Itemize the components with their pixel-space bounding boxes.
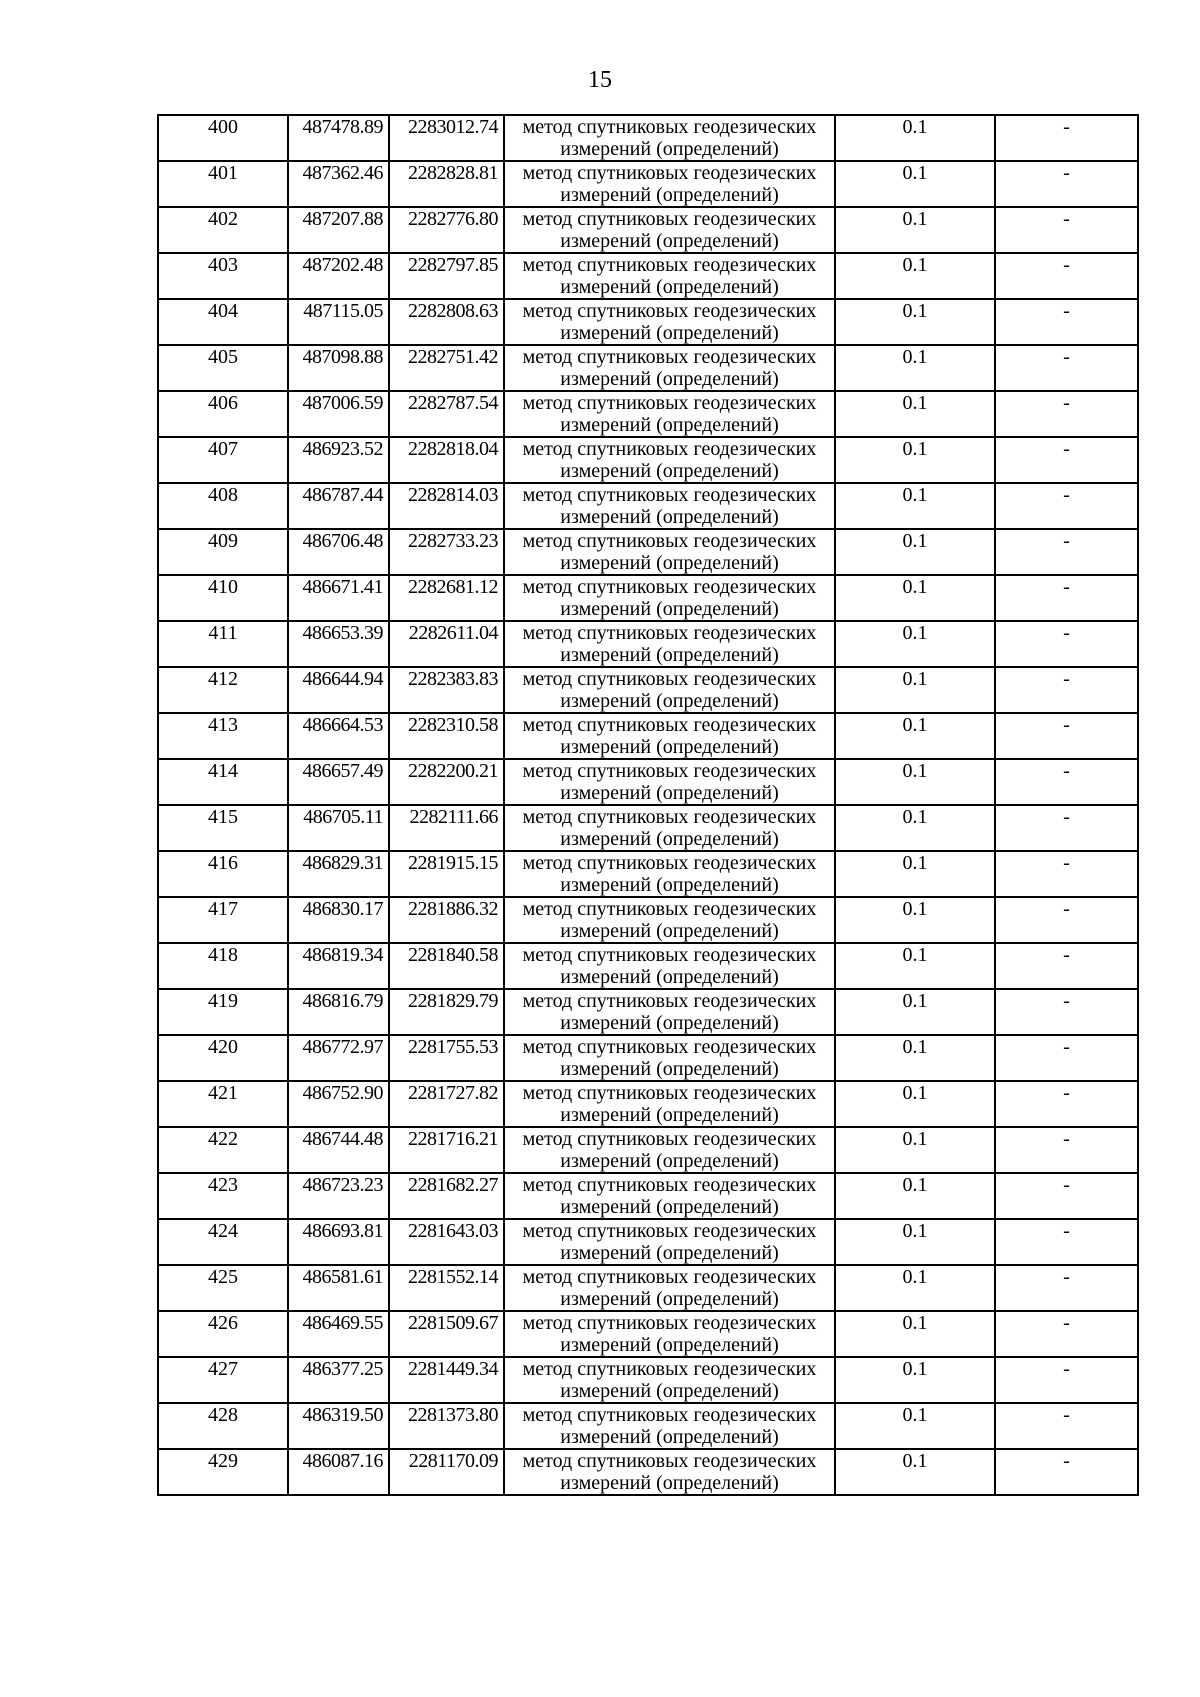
y-coordinate-cell: 2282818.04 [389,437,504,483]
x-coordinate-cell: 486087.16 [288,1449,389,1495]
accuracy-cell: 0.1 [835,437,995,483]
note-cell: - [995,207,1138,253]
x-coordinate-cell: 486581.61 [288,1265,389,1311]
page-number: 15 [588,67,612,93]
table-row [158,1449,1138,1495]
x-coordinate-cell: 486693.81 [288,1219,389,1265]
note-cell: - [995,1265,1138,1311]
point-number-cell: 422 [158,1127,288,1173]
x-coordinate-cell: 486830.17 [288,897,389,943]
point-number-cell: 406 [158,391,288,437]
method-cell: метод спутниковых геодезических измерений (определений) [504,1449,835,1495]
table-row [158,943,1138,989]
method-cell: метод спутниковых геодезических измерений (определений) [504,115,835,161]
note-cell: - [995,1357,1138,1403]
x-coordinate-cell: 486653.39 [288,621,389,667]
method-cell: метод спутниковых геодезических измерений (определений) [504,943,835,989]
method-cell: метод спутниковых геодезических измерений (определений) [504,575,835,621]
accuracy-cell: 0.1 [835,1449,995,1495]
coordinates-table [157,114,1139,1496]
point-number-cell: 410 [158,575,288,621]
x-coordinate-cell: 486706.48 [288,529,389,575]
accuracy-cell: 0.1 [835,1219,995,1265]
point-number-cell: 415 [158,805,288,851]
x-coordinate-cell: 486469.55 [288,1311,389,1357]
table-row [158,759,1138,805]
accuracy-cell: 0.1 [835,529,995,575]
point-number-cell: 409 [158,529,288,575]
note-cell: - [995,1403,1138,1449]
y-coordinate-cell: 2282751.42 [389,345,504,391]
point-number-cell: 416 [158,851,288,897]
accuracy-cell: 0.1 [835,575,995,621]
y-coordinate-cell: 2281170.09 [389,1449,504,1495]
accuracy-cell: 0.1 [835,1035,995,1081]
point-number-cell: 403 [158,253,288,299]
table-row [158,1403,1138,1449]
point-number-cell: 428 [158,1403,288,1449]
y-coordinate-cell: 2282611.04 [389,621,504,667]
table-row [158,207,1138,253]
coordinates-table-body [158,115,1138,1495]
method-cell: метод спутниковых геодезических измерений (определений) [504,1357,835,1403]
note-cell: - [995,115,1138,161]
note-cell: - [995,529,1138,575]
note-cell: - [995,1035,1138,1081]
table-row [158,437,1138,483]
note-cell: - [995,1219,1138,1265]
table-row [158,667,1138,713]
point-number-cell: 417 [158,897,288,943]
note-cell: - [995,299,1138,345]
accuracy-cell: 0.1 [835,1127,995,1173]
x-coordinate-cell: 487115.05 [288,299,389,345]
accuracy-cell: 0.1 [835,897,995,943]
point-number-cell: 424 [158,1219,288,1265]
method-cell: метод спутниковых геодезических измерений (определений) [504,1403,835,1449]
y-coordinate-cell: 2281915.15 [389,851,504,897]
accuracy-cell: 0.1 [835,391,995,437]
note-cell: - [995,345,1138,391]
x-coordinate-cell: 486664.53 [288,713,389,759]
method-cell: метод спутниковых геодезических измерений (определений) [504,667,835,713]
method-cell: метод спутниковых геодезических измерений (определений) [504,161,835,207]
table-row [158,1357,1138,1403]
x-coordinate-cell: 487478.89 [288,115,389,161]
method-cell: метод спутниковых геодезических измерений (определений) [504,391,835,437]
point-number-cell: 402 [158,207,288,253]
x-coordinate-cell: 487362.46 [288,161,389,207]
point-number-cell: 429 [158,1449,288,1495]
table-row [158,115,1138,161]
table-row [158,1081,1138,1127]
table-row [158,1035,1138,1081]
point-number-cell: 418 [158,943,288,989]
table-row [158,989,1138,1035]
table-row [158,621,1138,667]
accuracy-cell: 0.1 [835,1403,995,1449]
note-cell: - [995,161,1138,207]
table-row [158,529,1138,575]
point-number-cell: 414 [158,759,288,805]
y-coordinate-cell: 2281509.67 [389,1311,504,1357]
x-coordinate-cell: 486923.52 [288,437,389,483]
note-cell: - [995,851,1138,897]
point-number-cell: 412 [158,667,288,713]
x-coordinate-cell: 486816.79 [288,989,389,1035]
accuracy-cell: 0.1 [835,253,995,299]
x-coordinate-cell: 487207.88 [288,207,389,253]
method-cell: метод спутниковых геодезических измерений (определений) [504,759,835,805]
note-cell: - [995,805,1138,851]
accuracy-cell: 0.1 [835,805,995,851]
note-cell: - [995,1173,1138,1219]
y-coordinate-cell: 2281755.53 [389,1035,504,1081]
note-cell: - [995,437,1138,483]
note-cell: - [995,621,1138,667]
method-cell: метод спутниковых геодезических измерений (определений) [504,207,835,253]
method-cell: метод спутниковых геодезических измерений (определений) [504,299,835,345]
table-row [158,713,1138,759]
x-coordinate-cell: 486671.41 [288,575,389,621]
point-number-cell: 400 [158,115,288,161]
point-number-cell: 408 [158,483,288,529]
y-coordinate-cell: 2281449.34 [389,1357,504,1403]
accuracy-cell: 0.1 [835,299,995,345]
table-row [158,161,1138,207]
y-coordinate-cell: 2282310.58 [389,713,504,759]
x-coordinate-cell: 486819.34 [288,943,389,989]
method-cell: метод спутниковых геодезических измерений (определений) [504,897,835,943]
y-coordinate-cell: 2282797.85 [389,253,504,299]
accuracy-cell: 0.1 [835,1357,995,1403]
y-coordinate-cell: 2282814.03 [389,483,504,529]
note-cell: - [995,759,1138,805]
method-cell: метод спутниковых геодезических измерений (определений) [504,621,835,667]
x-coordinate-cell: 486644.94 [288,667,389,713]
table-row [158,1219,1138,1265]
y-coordinate-cell: 2281829.79 [389,989,504,1035]
method-cell: метод спутниковых геодезических измерений (определений) [504,1173,835,1219]
accuracy-cell: 0.1 [835,345,995,391]
accuracy-cell: 0.1 [835,621,995,667]
x-coordinate-cell: 486787.44 [288,483,389,529]
y-coordinate-cell: 2282681.12 [389,575,504,621]
point-number-cell: 427 [158,1357,288,1403]
method-cell: метод спутниковых геодезических измерений (определений) [504,1035,835,1081]
y-coordinate-cell: 2282733.23 [389,529,504,575]
method-cell: метод спутниковых геодезических измерений (определений) [504,1081,835,1127]
y-coordinate-cell: 2282808.63 [389,299,504,345]
note-cell: - [995,1127,1138,1173]
x-coordinate-cell: 486772.97 [288,1035,389,1081]
y-coordinate-cell: 2281552.14 [389,1265,504,1311]
note-cell: - [995,667,1138,713]
accuracy-cell: 0.1 [835,207,995,253]
y-coordinate-cell: 2281643.03 [389,1219,504,1265]
table-row [158,1127,1138,1173]
note-cell: - [995,897,1138,943]
accuracy-cell: 0.1 [835,161,995,207]
note-cell: - [995,483,1138,529]
x-coordinate-cell: 486723.23 [288,1173,389,1219]
table-row [158,575,1138,621]
x-coordinate-cell: 486752.90 [288,1081,389,1127]
accuracy-cell: 0.1 [835,1173,995,1219]
method-cell: метод спутниковых геодезических измерений (определений) [504,483,835,529]
method-cell: метод спутниковых геодезических измерений (определений) [504,713,835,759]
point-number-cell: 423 [158,1173,288,1219]
method-cell: метод спутниковых геодезических измерений (определений) [504,989,835,1035]
x-coordinate-cell: 486319.50 [288,1403,389,1449]
point-number-cell: 411 [158,621,288,667]
y-coordinate-cell: 2282111.66 [389,805,504,851]
note-cell: - [995,713,1138,759]
table-row [158,299,1138,345]
x-coordinate-cell: 487006.59 [288,391,389,437]
note-cell: - [995,943,1138,989]
table-row [158,897,1138,943]
method-cell: метод спутниковых геодезических измерений (определений) [504,805,835,851]
note-cell: - [995,1081,1138,1127]
note-cell: - [995,391,1138,437]
point-number-cell: 419 [158,989,288,1035]
y-coordinate-cell: 2282776.80 [389,207,504,253]
y-coordinate-cell: 2282828.81 [389,161,504,207]
table-row [158,345,1138,391]
x-coordinate-cell: 486744.48 [288,1127,389,1173]
accuracy-cell: 0.1 [835,1265,995,1311]
y-coordinate-cell: 2283012.74 [389,115,504,161]
x-coordinate-cell: 486377.25 [288,1357,389,1403]
point-number-cell: 413 [158,713,288,759]
table-row [158,483,1138,529]
method-cell: метод спутниковых геодезических измерений (определений) [504,253,835,299]
method-cell: метод спутниковых геодезических измерений (определений) [504,851,835,897]
accuracy-cell: 0.1 [835,713,995,759]
point-number-cell: 421 [158,1081,288,1127]
accuracy-cell: 0.1 [835,1081,995,1127]
note-cell: - [995,1449,1138,1495]
y-coordinate-cell: 2281682.27 [389,1173,504,1219]
method-cell: метод спутниковых геодезических измерений (определений) [504,1311,835,1357]
y-coordinate-cell: 2282383.83 [389,667,504,713]
point-number-cell: 407 [158,437,288,483]
point-number-cell: 426 [158,1311,288,1357]
x-coordinate-cell: 486657.49 [288,759,389,805]
y-coordinate-cell: 2281727.82 [389,1081,504,1127]
note-cell: - [995,989,1138,1035]
x-coordinate-cell: 486829.31 [288,851,389,897]
table-row [158,851,1138,897]
y-coordinate-cell: 2281886.32 [389,897,504,943]
method-cell: метод спутниковых геодезических измерений (определений) [504,1127,835,1173]
table-row [158,1311,1138,1357]
y-coordinate-cell: 2281716.21 [389,1127,504,1173]
point-number-cell: 420 [158,1035,288,1081]
x-coordinate-cell: 487202.48 [288,253,389,299]
table-row [158,805,1138,851]
table-row [158,391,1138,437]
y-coordinate-cell: 2282200.21 [389,759,504,805]
accuracy-cell: 0.1 [835,989,995,1035]
accuracy-cell: 0.1 [835,759,995,805]
note-cell: - [995,575,1138,621]
table-row [158,1173,1138,1219]
method-cell: метод спутниковых геодезических измерений (определений) [504,345,835,391]
point-number-cell: 401 [158,161,288,207]
accuracy-cell: 0.1 [835,483,995,529]
method-cell: метод спутниковых геодезических измерений (определений) [504,437,835,483]
method-cell: метод спутниковых геодезических измерений (определений) [504,1219,835,1265]
accuracy-cell: 0.1 [835,851,995,897]
note-cell: - [995,1311,1138,1357]
point-number-cell: 404 [158,299,288,345]
table-row [158,1265,1138,1311]
y-coordinate-cell: 2282787.54 [389,391,504,437]
accuracy-cell: 0.1 [835,1311,995,1357]
note-cell: - [995,253,1138,299]
table-row [158,253,1138,299]
method-cell: метод спутниковых геодезических измерений (определений) [504,1265,835,1311]
point-number-cell: 425 [158,1265,288,1311]
point-number-cell: 405 [158,345,288,391]
method-cell: метод спутниковых геодезических измерений (определений) [504,529,835,575]
accuracy-cell: 0.1 [835,115,995,161]
x-coordinate-cell: 486705.11 [288,805,389,851]
accuracy-cell: 0.1 [835,943,995,989]
y-coordinate-cell: 2281373.80 [389,1403,504,1449]
x-coordinate-cell: 487098.88 [288,345,389,391]
accuracy-cell: 0.1 [835,667,995,713]
y-coordinate-cell: 2281840.58 [389,943,504,989]
